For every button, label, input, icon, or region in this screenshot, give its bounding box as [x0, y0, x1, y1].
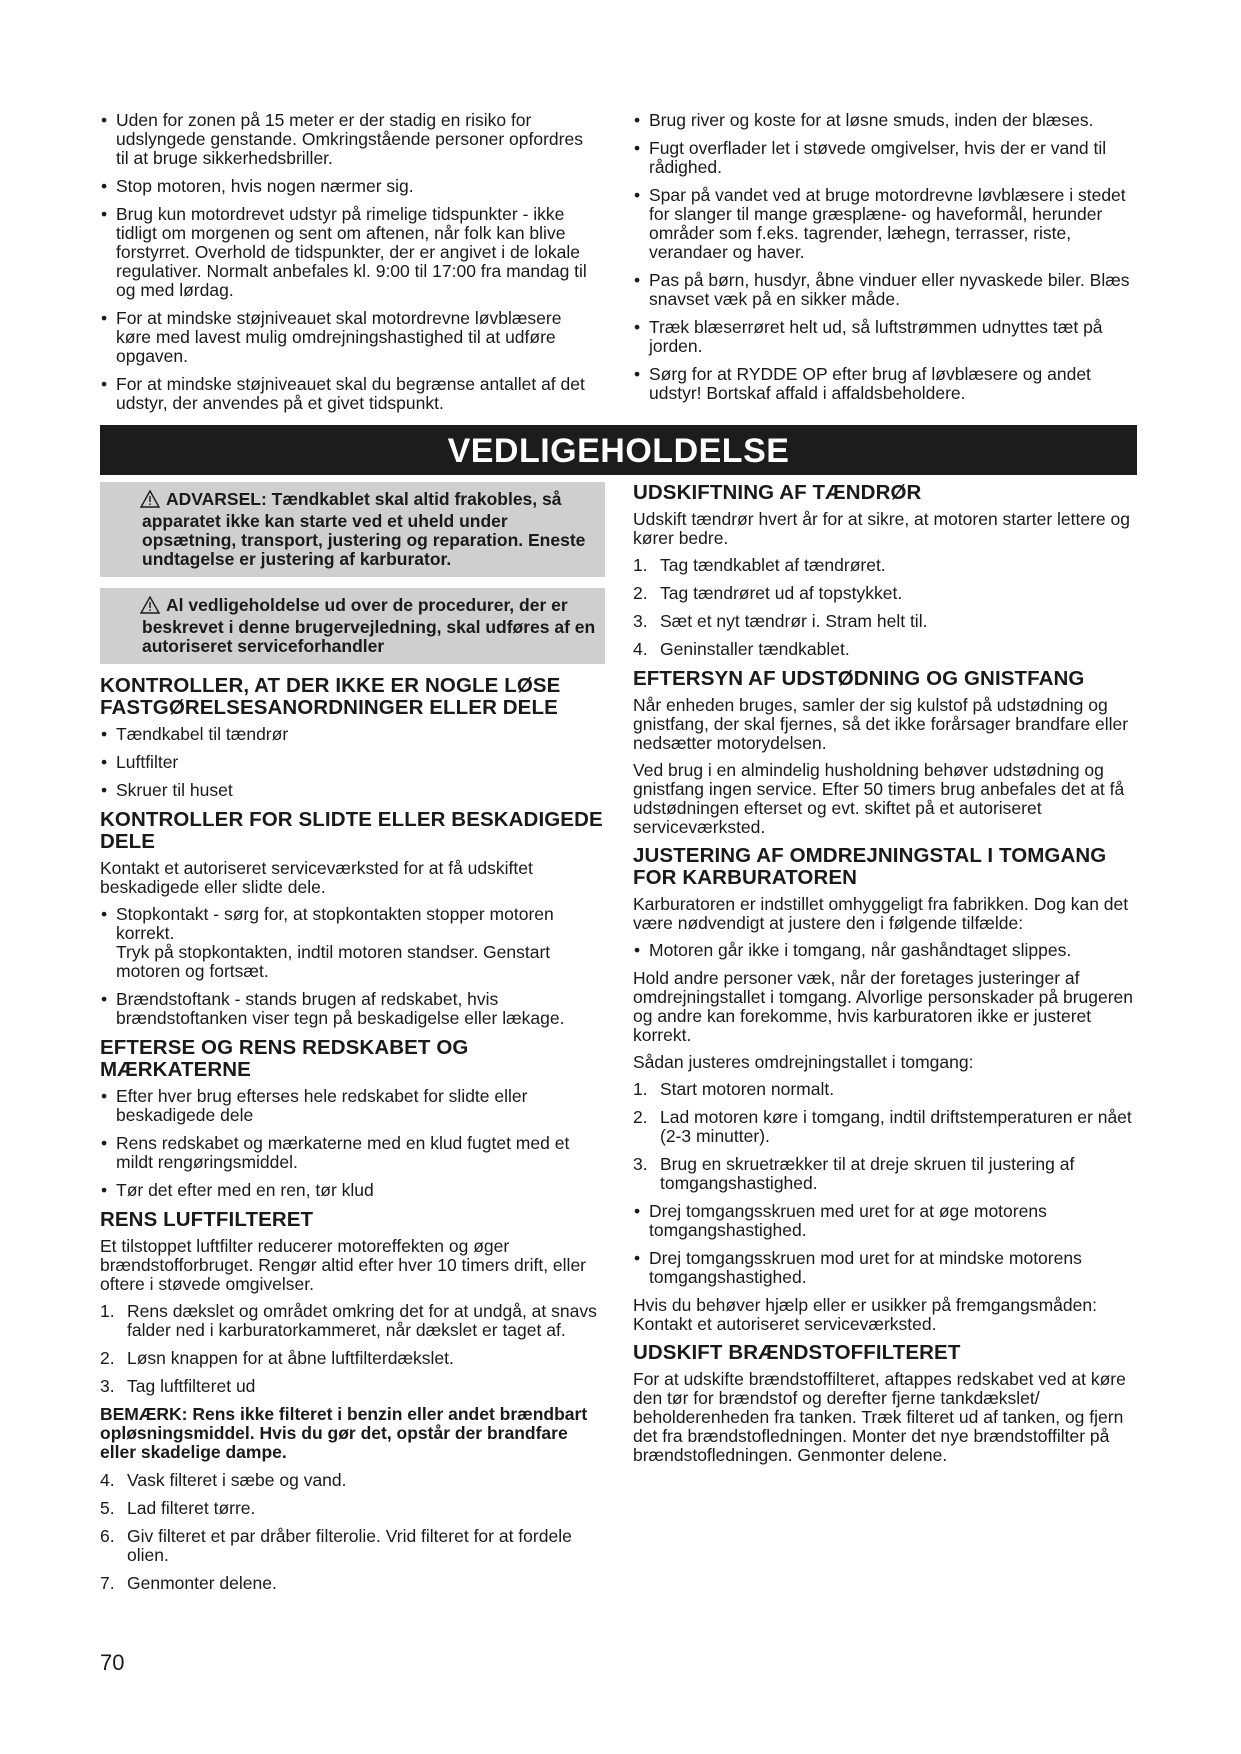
- list-item: • Pas på børn, husdyr, åbne vinduer eller nyvaskede biler. Blæs snavset væk på en sikker måde.: [633, 271, 1148, 309]
- section-heading: RENS LUFTFILTERET: [100, 1208, 314, 1231]
- top-right-column: [633, 111, 1148, 412]
- step-text: Tag luftfilteret ud: [127, 1376, 256, 1396]
- list-item: • Brug kun motordrevet udstyr på rimelige tidspunkter - ikke tidligt om morgenen og sent om aftenen, når folk kan blive forstyrret. Overhold de tidspunkter, der er angivet i de lokale regulativer. Normalt anbefales kl. 9:00 til 17:00 fra mandag til og med lørdag.: [100, 205, 600, 300]
- warning-text: Al vedligeholdelse ud over de procedurer, der er beskrevet i denne brugervejledning, skal udføres af en autoriseret serviceforhandler: [142, 595, 596, 656]
- paragraph: Ved brug i en almindelig husholdning behøver udstødning og gnistfang ingen service. Efter 50 timers brug anbefales det at få udstødningen efterset og evt. skiftet på et autoriseret serviceværksted.: [633, 760, 1125, 837]
- paragraph: Karburatoren er indstillet omhyggeligt fra fabrikken. Dog kan det være nødvendigt at justere den i følgende tilfælde:: [633, 894, 1129, 933]
- list-item: [100, 1377, 605, 1396]
- section-heading: EFTERSE OG RENS REDSKABET OG MÆRKATERNE: [100, 1036, 469, 1081]
- list-item: [100, 1574, 605, 1593]
- list-item: [100, 1499, 605, 1518]
- list-item: • Træk blæserrøret helt ud, så luftstrømmen udnyttes tæt på jorden.: [633, 318, 1148, 356]
- paragraph: Hold andre personer væk, når der foretages justeringer af omdrejningstallet i tomgang. Alvorlige personskader på brugeren og andre kan forekomme, hvis karburatoren ikke er justeret korrekt.: [633, 968, 1134, 1045]
- list-item: • Tør det efter med en ren, tør klud: [100, 1181, 605, 1200]
- list-item-text: Brændstoftank - stands brugen af redskabet, hvis brændstoftanken viser tegn på beskadigelse eller lækage.: [116, 989, 565, 1028]
- section-banner: VEDLIGEHOLDELSE: [100, 425, 1137, 475]
- paragraph: Et tilstoppet luftfilter reducerer motoreffekten og øger brændstofforbruget. Rengør altid efter hver 10 timers drift, eller oftere i støvede omgivelser.: [100, 1236, 587, 1294]
- paragraph: Kontakt et autoriseret serviceværksted for at få udskiftet beskadigede eller slidte dele.: [100, 858, 533, 897]
- warning-text: ADVARSEL: Tændkablet skal altid frakobles, så apparatet ikke kan starte ved et uheld under opsætning, transport, justering og reparation. Eneste undtagelse er justering af karburator.: [142, 489, 586, 569]
- list-item: • For at mindske støjniveauet skal motordrevne løvblæsere køre med lavest mulig omdrejningshastighed til at udføre opgaven.: [100, 309, 600, 366]
- step-text: Geninstaller tændkablet.: [660, 639, 850, 659]
- list-item: • Drej tomgangsskruen med uret for at øge motorens tomgangshastighed.: [633, 1202, 1148, 1240]
- list-item: • Luftfilter: [100, 753, 605, 772]
- list-item: [633, 556, 1148, 575]
- paragraph: For at udskifte brændstoffilteret, aftappes redskabet ved at køre den tør for brændstof og derefter fjerne tankdækslet/ beholderenheden fra tanken. Træk filteret ud af tanken, og fjern det fra brændstofledningen. Monter det nye brændstoffilter på brændstofledningen. Genmonter delene.: [633, 1369, 1126, 1465]
- step-number: 2.: [633, 1107, 648, 1127]
- paragraph: Sådan justeres omdrejningstallet i tomgang:: [633, 1052, 974, 1072]
- step-text: Rens dækslet og området omkring det for at undgå, at snavs falder ned i karburatorkammeret, når dækslet er taget af.: [127, 1301, 597, 1340]
- step-text: Start motoren normalt.: [660, 1079, 835, 1099]
- step-number: 1.: [633, 555, 648, 575]
- step-number: 3.: [633, 1154, 648, 1174]
- list-item: • Spar på vandet ved at bruge motordrevne løvblæsere i stedet for slanger til mange græsplæne- og haveformål, herunder områder som f.eks. tagrender, læhegn, terrasser, riste, verandaer og haver.: [633, 186, 1148, 262]
- list-item: [100, 990, 605, 1028]
- section-heading: JUSTERING AF OMDREJNINGSTAL I TOMGANG FOR KARBURATOREN: [633, 844, 1107, 889]
- list-item: • Drej tomgangsskruen mod uret for at mindske motorens tomgangshastighed.: [633, 1249, 1148, 1287]
- step-text: Lad motoren køre i tomgang, indtil driftstemperaturen er nået (2-3 minutter).: [660, 1107, 1132, 1146]
- step-text: Tag tændrøret ud af topstykket.: [660, 583, 903, 603]
- step-text: Giv filteret et par dråber filterolie. Vrid filteret for at fordele olien.: [127, 1526, 572, 1565]
- list-item: • Uden for zonen på 15 meter er der stadig en risiko for udslyngede genstande. Omkringstående personer opfordres til at bruge sikkerhedsbriller.: [100, 111, 600, 168]
- list-item: • Efter hver brug efterses hele redskabet for slidte eller beskadigede dele: [100, 1087, 605, 1125]
- page-number: 70: [100, 1650, 125, 1675]
- warning-icon: [140, 490, 160, 512]
- top-left-column: [100, 111, 600, 422]
- step-number: 2.: [100, 1348, 115, 1368]
- list-item: • Sørg for at RYDDE OP efter brug af løvblæsere og andet udstyr! Bortskaf affald i affaldsbeholdere.: [633, 365, 1148, 403]
- warning-box: [100, 482, 605, 577]
- step-text: Brug en skruetrækker til at dreje skruen til justering af tomgangshastighed.: [660, 1154, 1075, 1193]
- list-item: • Tændkabel til tændrør: [100, 725, 605, 744]
- warning-box: [100, 588, 605, 664]
- section-heading: EFTERSYN AF UDSTØDNING OG GNISTFANG: [633, 667, 1085, 690]
- step-number: 2.: [633, 583, 648, 603]
- list-item: [633, 640, 1148, 659]
- list-item: [633, 1080, 1148, 1099]
- list-item: [633, 584, 1148, 603]
- step-text: Lad filteret tørre.: [127, 1498, 256, 1518]
- step-number: 4.: [633, 639, 648, 659]
- list-item-text: Stopkontakt - sørg for, at stopkontakten stopper motoren korrekt.: [116, 904, 554, 943]
- list-item: • Motoren går ikke i tomgang, når gashåndtaget slippes.: [633, 941, 1148, 960]
- step-number: 1.: [633, 1079, 648, 1099]
- list-item: [633, 1155, 1148, 1193]
- step-number: 3.: [633, 611, 648, 631]
- list-item: • Brug river og koste for at løsne smuds, inden der blæses.: [633, 111, 1148, 130]
- list-item: [100, 1527, 605, 1565]
- list-item-text: Tryk på stopkontakten, indtil motoren standser. Genstart motoren og fortsæt.: [116, 942, 551, 981]
- warning-icon: [140, 596, 160, 618]
- step-text: Løsn knappen for at åbne luftfilterdækslet.: [127, 1348, 454, 1368]
- list-item: [100, 1302, 605, 1340]
- list-item: • Skruer til huset: [100, 781, 605, 800]
- list-item: [100, 1349, 605, 1368]
- step-text: Tag tændkablet af tændrøret.: [660, 555, 886, 575]
- right-column: [633, 482, 1148, 1473]
- step-number: 5.: [100, 1498, 115, 1518]
- section-heading: UDSKIFT BRÆNDSTOFFILTERET: [633, 1341, 961, 1364]
- paragraph: Hvis du behøver hjælp eller er usikker på fremgangsmåden: Kontakt et autoriseret serviceværksted.: [633, 1295, 1097, 1334]
- left-column: [100, 482, 605, 1602]
- step-number: 6.: [100, 1526, 115, 1546]
- list-item: • Rens redskabet og mærkaterne med en klud fugtet med et mildt rengøringsmiddel.: [100, 1134, 605, 1172]
- step-number: 3.: [100, 1376, 115, 1396]
- step-number: 7.: [100, 1573, 115, 1593]
- list-item: • Fugt overflader let i støvede omgivelser, hvis der er vand til rådighed.: [633, 139, 1148, 177]
- list-item: • Stop motoren, hvis nogen nærmer sig.: [100, 177, 600, 196]
- step-text: Sæt et nyt tændrør i. Stram helt til.: [660, 611, 928, 631]
- step-text: Genmonter delene.: [127, 1573, 277, 1593]
- list-item: • For at mindske støjniveauet skal du begrænse antallet af det udstyr, der anvendes på et givet tidspunkt.: [100, 375, 600, 413]
- step-text: Vask filteret i sæbe og vand.: [127, 1470, 347, 1490]
- paragraph: Udskift tændrør hvert år for at sikre, at motoren starter lettere og kører bedre.: [633, 509, 1130, 548]
- section-heading: UDSKIFTNING AF TÆNDRØR: [633, 481, 922, 504]
- note: BEMÆRK: Rens ikke filteret i benzin eller andet brændbart opløsningsmiddel. Hvis du gør det, opstår der brandfare eller skadelige dampe.: [100, 1404, 588, 1462]
- list-item: [100, 1471, 605, 1490]
- step-number: 4.: [100, 1470, 115, 1490]
- list-item: [100, 905, 605, 981]
- section-heading: KONTROLLER FOR SLIDTE ELLER BESKADIGEDE DELE: [100, 808, 603, 853]
- paragraph: Når enheden bruges, samler der sig kulstof på udstødning og gnistfang, der skal fjernes, så det ikke forårsager brandfare eller nedsætter motorydelsen.: [633, 695, 1129, 753]
- list-item: [633, 612, 1148, 631]
- list-item: [633, 1108, 1148, 1146]
- step-number: 1.: [100, 1301, 115, 1321]
- section-heading: KONTROLLER, AT DER IKKE ER NOGLE LØSE FASTGØRELSESANORDNINGER ELLER DELE: [100, 674, 561, 719]
